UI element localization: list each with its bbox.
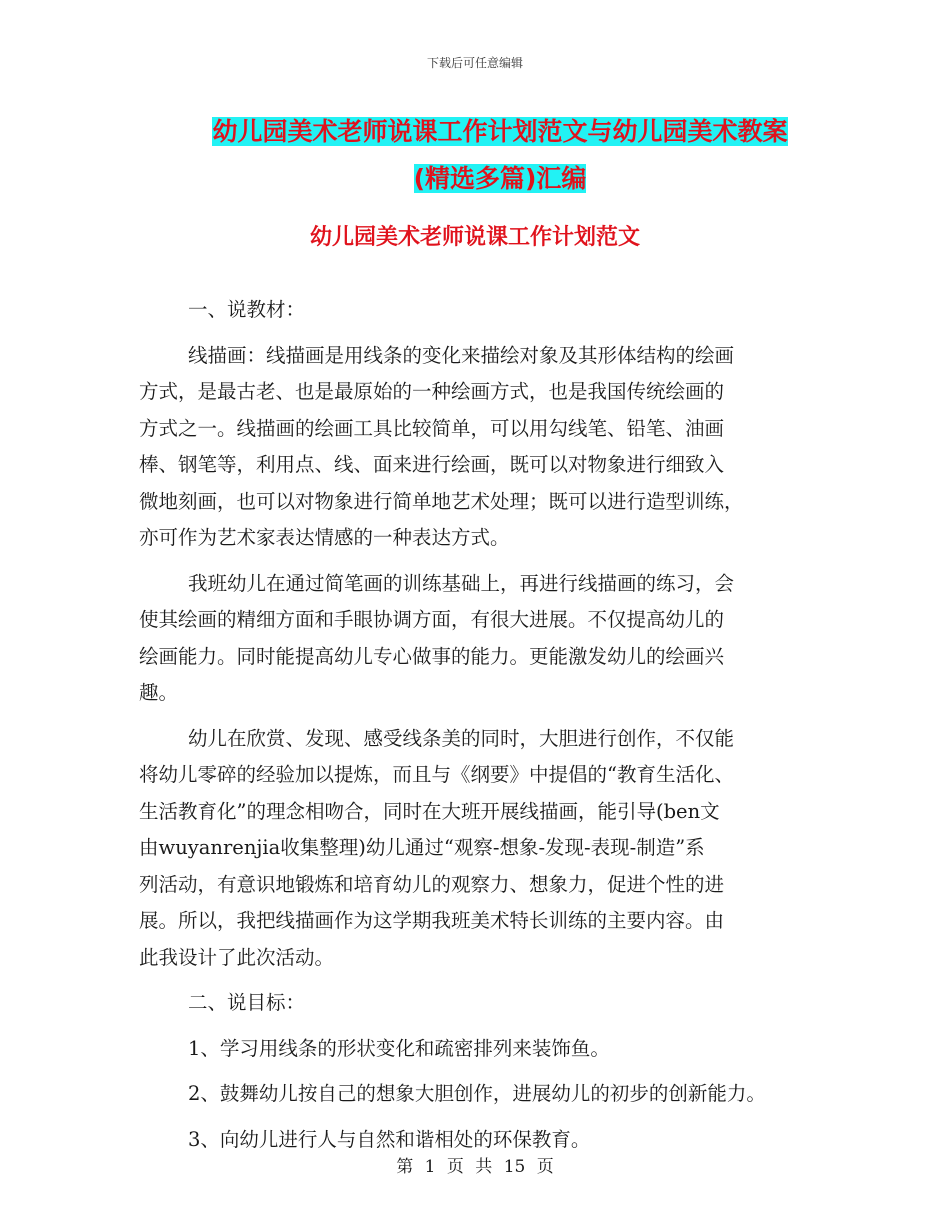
paragraph-appreciation [139,721,819,977]
objectives-list [139,1031,819,1159]
paragraph-line: 我班幼儿在通过简笔画的训练基础上，再进行线描画的练习，会 [188,571,735,595]
paragraph-class-practice [139,566,819,712]
paragraph-line: 方式，是最古老、也是最原始的一种绘画方式，也是我国传统绘画的 [139,380,725,403]
paragraph-line: 使其绘画的精细方面和手眼协调方面，有很大进展。不仅提高幼儿的 [139,608,725,631]
paragraph-line: 亦可作为艺术家表达情感的一种表达方式。 [139,526,510,549]
heading-objectives: 二、说目标： [188,991,306,1014]
document-body [139,292,819,1158]
paragraph-line: 幼儿在欣赏、发现、感受线条美的同时，大胆进行创作，不仅能 [188,726,735,750]
paragraph-line: 展。所以，我把线描画作为这学期我班美术特长训练的主要内容。由 [139,909,725,932]
paragraph-line: 微地刻画，也可以对物象进行简单地艺术处理；既可以进行造型训练， [139,489,744,513]
paragraph-line: 由wuyanrenjia收集整理)幼儿通过“观察-想象-发现-表现-制造”系 [139,836,705,859]
paragraph-line: 此我设计了此次活动。 [139,945,335,969]
document-title-line1: 幼儿园美术老师说课工作计划范文与幼儿园美术教案 [212,117,788,146]
header-note: 下载后可任意编辑 [426,56,523,70]
paragraph-line: 线描画：线描画是用线条的变化来描绘对象及其形体结构的绘画 [188,343,735,367]
objective-item: 1、学习用线条的形状变化和疏密排列来装饰鱼。 [188,1036,610,1060]
page-footer: 第 1 页 共 15 页 [396,1157,554,1177]
section-title: 幼儿园美术老师说课工作计划范文 [309,225,640,250]
document-title-line2: (精选多篇)汇编 [413,164,587,193]
document-title [140,108,860,202]
heading-teaching-material: 一、说教材： [188,298,306,321]
paragraph-line: 趣。 [139,681,179,704]
paragraph-line: 方式之一。线描画的绘画工具比较简单，可以用勾线笔、铅笔、油画 [139,416,725,440]
paragraph-line: 生活教育化”的理念相吻合，同时在大班开展线描画，能引导(ben文 [139,799,720,823]
objective-item: 2、鼓舞幼儿按自己的想象大胆创作，进展幼儿的初步的创新能力。 [188,1082,766,1105]
paragraph-line: 列活动，有意识地锻炼和培育幼儿的观察力、想象力，促进个性的进 [139,872,725,896]
paragraph-line: 将幼儿零碎的经验加以提炼，而且与《纲要》中提倡的“教育生活化、 [139,763,734,786]
paragraph-line-drawing [139,338,819,557]
paragraph-line: 绘画能力。同时能提高幼儿专心做事的能力。更能激发幼儿的绘画兴 [139,644,725,668]
objective-item: 3、向幼儿进行人与自然和谐相处的环保教育。 [188,1127,591,1151]
paragraph-line: 棒、钢笔等，利用点、线、面来进行绘画，既可以对物象进行细致入 [139,453,725,476]
